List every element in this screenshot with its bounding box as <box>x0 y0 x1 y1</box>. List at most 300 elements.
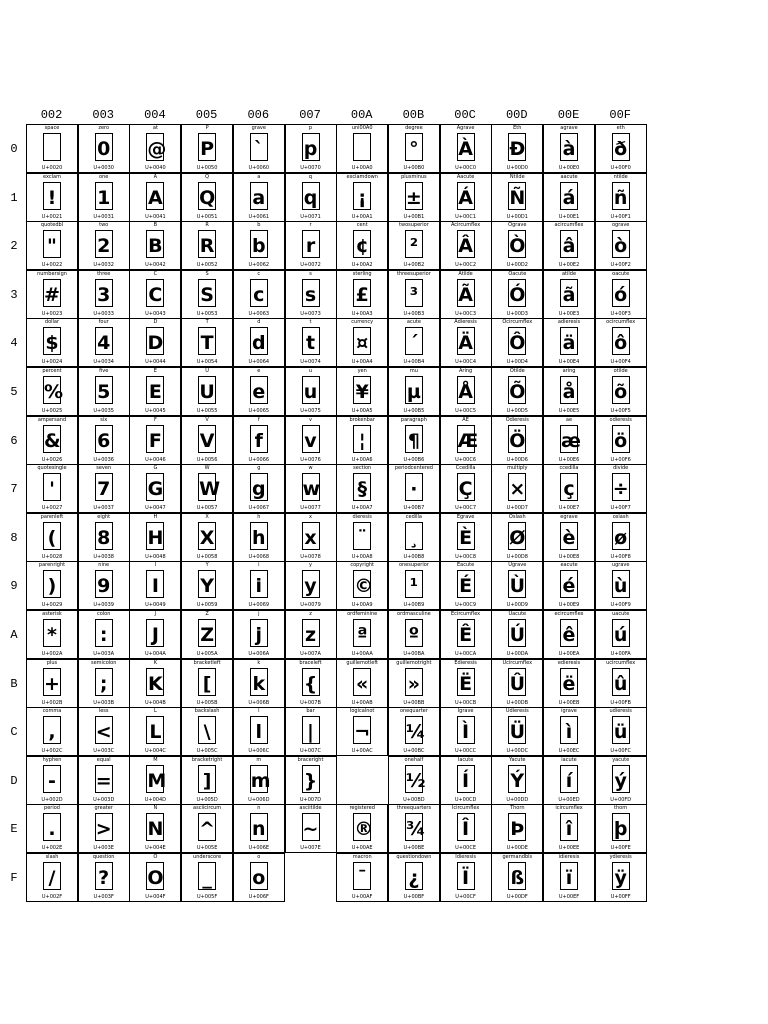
glyph-cell <box>336 173 388 222</box>
glyph-character: ¾ <box>405 818 426 841</box>
glyph-codepoint: U+0067 <box>248 505 270 512</box>
glyph-codepoint: U+0043 <box>145 310 166 317</box>
glyph-box <box>95 716 113 744</box>
glyph-box <box>302 813 320 841</box>
glyph-cell <box>388 416 440 465</box>
glyph-cell <box>181 756 233 805</box>
glyph-codepoint: U+0070 <box>300 165 321 171</box>
glyph-box <box>353 473 371 501</box>
glyph-box <box>302 668 320 696</box>
glyph-cell <box>233 561 285 610</box>
glyph-box <box>302 619 320 647</box>
glyph-character: Ú <box>509 624 526 646</box>
glyph-box <box>95 668 113 696</box>
glyph-character: þ <box>613 818 628 841</box>
glyph-box <box>95 473 113 501</box>
glyph-cell <box>388 173 440 222</box>
glyph-codepoint: U+0068 <box>248 553 270 560</box>
glyph-cell <box>26 610 78 659</box>
glyph-name: three <box>97 270 111 277</box>
glyph-cell <box>440 124 492 173</box>
glyph-character: ù <box>613 575 628 598</box>
glyph-name: f <box>257 416 260 423</box>
glyph-character: ¦ <box>358 429 366 452</box>
glyph-box <box>457 813 475 841</box>
glyph-cell <box>543 513 595 562</box>
glyph-name: Z <box>205 611 209 617</box>
glyph-codepoint: U+0048 <box>145 553 166 560</box>
glyph-cell <box>233 270 285 319</box>
glyph-cell <box>285 367 337 416</box>
glyph-box <box>302 230 320 258</box>
glyph-box <box>508 376 526 404</box>
glyph-name: oslash <box>612 513 629 520</box>
glyph-name: g <box>257 465 261 472</box>
glyph-box <box>43 522 61 550</box>
glyph-cell <box>440 561 492 610</box>
glyph-box <box>560 473 578 501</box>
glyph-box <box>560 376 578 404</box>
glyph-cell <box>129 464 181 513</box>
glyph-cell <box>78 173 130 222</box>
glyph-box <box>457 522 475 550</box>
glyph-box <box>612 570 630 598</box>
glyph-cell <box>440 416 492 465</box>
glyph-character: l <box>255 721 263 744</box>
glyph-codepoint: U+0020 <box>41 165 63 171</box>
glyph-box <box>95 813 113 841</box>
glyph-cell <box>233 124 285 173</box>
glyph-cell <box>440 513 492 562</box>
glyph-box <box>353 570 374 598</box>
glyph-character: Õ <box>509 381 526 403</box>
glyph-cell <box>491 270 543 319</box>
glyph-box <box>457 570 475 598</box>
glyph-name: ntilde <box>613 173 628 180</box>
glyph-character: Ã <box>458 283 473 306</box>
glyph-box <box>457 230 475 258</box>
glyph-name: colon <box>96 611 111 617</box>
glyph-cell <box>26 221 78 270</box>
glyph-name: divide <box>613 465 629 472</box>
glyph-cell <box>336 416 388 465</box>
glyph-cell <box>543 707 595 756</box>
glyph-cell <box>78 659 130 708</box>
glyph-name: ccedilla <box>559 465 579 472</box>
glyph-box <box>405 425 423 453</box>
glyph-name: Q <box>205 173 210 180</box>
glyph-codepoint: U+005E <box>196 845 218 852</box>
glyph-codepoint: U+0053 <box>196 310 218 317</box>
glyph-cell <box>233 659 285 708</box>
glyph-cell <box>491 464 543 513</box>
glyph-codepoint: U+00F5 <box>610 408 631 414</box>
glyph-codepoint: U+00F4 <box>610 359 631 366</box>
glyph-codepoint: U+00CE <box>455 845 477 852</box>
glyph-codepoint: U+006B <box>248 699 270 706</box>
column-header: 00D <box>505 108 528 122</box>
glyph-box <box>405 133 423 161</box>
glyph-box <box>405 327 423 355</box>
glyph-codepoint: U+00CF <box>455 894 476 900</box>
glyph-box <box>457 473 475 501</box>
glyph-name: Adieresis <box>454 319 477 326</box>
glyph-cell <box>233 513 285 562</box>
glyph-name: exclam <box>43 173 61 180</box>
glyph-box <box>146 182 164 210</box>
glyph-name: y <box>309 562 312 569</box>
glyph-name: twosuperior <box>399 222 429 229</box>
glyph-character: | <box>307 721 314 744</box>
glyph-cell <box>388 659 440 708</box>
glyph-name: egrave <box>560 513 578 520</box>
glyph-name: e <box>257 368 261 374</box>
glyph-codepoint: U+007E <box>300 845 321 852</box>
glyph-name: H <box>153 513 158 520</box>
glyph-name: iacute <box>561 756 577 763</box>
glyph-character: ¡ <box>357 186 367 209</box>
glyph-cell <box>285 318 337 367</box>
glyph-box <box>560 425 581 453</box>
glyph-codepoint: U+00E3 <box>558 310 580 317</box>
glyph-character: Ê <box>459 624 473 646</box>
glyph-codepoint: U+00E6 <box>558 456 580 463</box>
glyph-character: ã <box>562 283 576 306</box>
glyph-cell <box>26 464 78 513</box>
glyph-name: plus <box>46 659 58 666</box>
glyph-codepoint: U+00C9 <box>455 602 477 609</box>
glyph-name: U <box>205 368 209 374</box>
glyph-character: ¸ <box>409 526 419 549</box>
glyph-box <box>146 376 164 404</box>
glyph-codepoint: U+00EE <box>558 845 580 852</box>
glyph-box <box>43 668 61 696</box>
glyph-codepoint: U+0028 <box>41 553 63 560</box>
glyph-box <box>198 716 216 744</box>
glyph-cell <box>181 318 233 367</box>
glyph-codepoint: U+0061 <box>248 213 270 220</box>
row-header: 5 <box>10 385 18 399</box>
glyph-box <box>353 716 371 744</box>
glyph-codepoint: U+00A6 <box>351 456 373 463</box>
row-header: C <box>10 725 18 740</box>
glyph-box <box>146 619 164 647</box>
glyph-character: \ <box>203 721 211 744</box>
glyph-name: six <box>100 416 108 423</box>
glyph-codepoint: U+00BD <box>403 796 425 803</box>
glyph-character: ¨ <box>357 526 367 549</box>
glyph-character: L <box>149 721 162 744</box>
glyph-cell <box>129 804 181 853</box>
glyph-cell <box>440 367 492 416</box>
glyph-cell <box>336 367 388 416</box>
glyph-character: » <box>407 672 421 695</box>
glyph-cell <box>440 221 492 270</box>
row-header: B <box>10 676 18 691</box>
glyph-character: Ó <box>509 283 526 306</box>
glyph-box <box>560 522 578 550</box>
glyph-box <box>302 133 320 161</box>
glyph-codepoint: U+0036 <box>93 456 114 463</box>
glyph-cell <box>26 318 78 367</box>
glyph-codepoint: U+0037 <box>93 505 114 512</box>
glyph-character: 1 <box>97 186 111 209</box>
glyph-name: zero <box>98 125 110 131</box>
glyph-codepoint: U+00F8 <box>610 553 631 560</box>
glyph-cell <box>388 513 440 562</box>
glyph-name: G <box>153 465 158 472</box>
glyph-name: M <box>153 756 158 763</box>
glyph-cell <box>285 707 337 756</box>
glyph-character: á <box>562 186 576 209</box>
glyph-box <box>302 570 320 598</box>
glyph-name: multiply <box>507 465 528 472</box>
glyph-codepoint: U+00A8 <box>351 553 373 560</box>
glyph-codepoint: U+00BF <box>403 894 425 900</box>
glyph-codepoint: U+006F <box>248 894 269 900</box>
glyph-cell <box>543 124 595 173</box>
glyph-codepoint: U+0030 <box>93 165 114 171</box>
glyph-name: section <box>353 465 372 472</box>
glyph-character: C <box>148 283 163 306</box>
glyph-codepoint: U+00A9 <box>351 602 373 609</box>
glyph-name: r <box>309 222 312 229</box>
glyph-box <box>198 279 216 307</box>
glyph-codepoint: U+00B5 <box>403 408 425 414</box>
glyph-codepoint: U+00C0 <box>455 165 477 171</box>
glyph-box <box>198 327 216 355</box>
glyph-box <box>198 376 216 404</box>
glyph-box <box>95 133 113 161</box>
glyph-cell <box>336 804 388 853</box>
glyph-character: M <box>147 769 167 792</box>
glyph-name: Icircumflex <box>451 805 480 812</box>
glyph-character: u <box>303 381 318 403</box>
glyph-codepoint: U+0078 <box>300 553 321 560</box>
glyph-cell <box>543 561 595 610</box>
column-header: 00A <box>350 108 373 122</box>
glyph-character: ¢ <box>355 235 369 258</box>
glyph-character: È <box>459 526 473 549</box>
glyph-cell <box>440 756 492 805</box>
glyph-box <box>353 862 371 890</box>
glyph-name: acircumflex <box>554 222 584 229</box>
glyph-character: # <box>44 283 60 306</box>
glyph-name: braceleft <box>299 659 322 666</box>
glyph-box <box>560 230 578 258</box>
glyph-cell <box>26 416 78 465</box>
glyph-codepoint: U+0023 <box>41 310 63 317</box>
glyph-box <box>198 133 216 161</box>
glyph-box <box>95 570 113 598</box>
glyph-box <box>457 668 475 696</box>
glyph-box <box>250 813 268 841</box>
glyph-cell <box>233 416 285 465</box>
glyph-character: ` <box>254 138 264 160</box>
glyph-name: oacute <box>612 270 630 277</box>
glyph-codepoint: U+003F <box>93 894 114 900</box>
glyph-box <box>198 182 216 210</box>
glyph-cell <box>491 561 543 610</box>
glyph-name: thorn <box>614 805 628 812</box>
glyph-cell <box>595 318 647 367</box>
glyph-name: ae <box>565 416 573 423</box>
glyph-name: macron <box>352 854 372 860</box>
glyph-name: Atilde <box>458 270 473 277</box>
glyph-codepoint: U+0042 <box>145 262 166 269</box>
glyph-codepoint: U+00C7 <box>455 505 477 512</box>
glyph-codepoint: U+00D4 <box>506 359 528 366</box>
row-header: 6 <box>10 433 18 448</box>
glyph-codepoint: U+00FC <box>610 748 631 755</box>
glyph-cell <box>543 416 595 465</box>
glyph-character: P <box>200 138 215 160</box>
glyph-box <box>198 862 216 890</box>
glyph-cell <box>595 173 647 222</box>
glyph-character: B <box>148 235 163 258</box>
glyph-cell <box>491 707 543 756</box>
glyph-name: logicalnot <box>349 708 375 715</box>
glyph-cell <box>285 561 337 610</box>
glyph-box <box>250 279 268 307</box>
glyph-character: æ <box>561 429 581 452</box>
glyph-codepoint: U+0041 <box>145 213 166 220</box>
glyph-character: º <box>408 624 420 646</box>
glyph-cell <box>595 270 647 319</box>
glyph-box <box>95 279 113 307</box>
glyph-name: ecircumflex <box>554 611 584 617</box>
glyph-name: Eacute <box>457 562 475 569</box>
glyph-character: Å <box>458 381 473 403</box>
glyph-name: ograve <box>611 222 630 229</box>
glyph-name: bracketleft <box>193 659 221 666</box>
glyph-character: ] <box>202 769 212 792</box>
glyph-character: Ü <box>509 721 526 744</box>
glyph-cell <box>78 270 130 319</box>
glyph-box <box>457 182 475 210</box>
glyph-name: acute <box>406 319 421 326</box>
glyph-name: slash <box>45 854 59 860</box>
glyph-character: H <box>147 526 164 549</box>
row-header: E <box>10 822 18 837</box>
glyph-box <box>250 716 268 744</box>
glyph-cell <box>543 610 595 659</box>
glyph-character: ê <box>562 624 576 646</box>
glyph-name: Igrave <box>457 708 474 715</box>
glyph-cell <box>388 221 440 270</box>
glyph-box <box>95 619 113 647</box>
glyph-codepoint: U+00F2 <box>610 262 631 269</box>
glyph-cell <box>129 853 181 902</box>
glyph-codepoint: U+00DC <box>506 748 529 755</box>
glyph-box <box>612 230 630 258</box>
glyph-name: questiondown <box>396 854 432 860</box>
glyph-cell <box>388 124 440 173</box>
glyph-character: ä <box>562 332 576 355</box>
glyph-character: Ë <box>459 672 473 695</box>
glyph-name: bracketright <box>191 756 223 763</box>
glyph-box <box>560 279 578 307</box>
glyph-cell <box>491 367 543 416</box>
glyph-codepoint: U+0074 <box>300 359 321 366</box>
glyph-codepoint: U+006A <box>248 651 270 657</box>
glyph-codepoint: U+00E8 <box>558 553 580 560</box>
glyph-character: ò <box>614 235 628 258</box>
glyph-character: Ò <box>509 235 526 258</box>
glyph-codepoint: U+0022 <box>41 262 63 269</box>
glyph-codepoint: U+00D3 <box>506 310 528 317</box>
glyph-cell <box>233 610 285 659</box>
row-header: 4 <box>10 336 18 351</box>
glyph-codepoint: U+00FF <box>610 894 631 900</box>
glyph-character: o <box>252 867 266 889</box>
glyph-character: í <box>565 769 573 792</box>
glyph-cell <box>491 659 543 708</box>
glyph-box <box>43 182 61 210</box>
glyph-codepoint: U+0024 <box>41 359 63 366</box>
glyph-box <box>457 765 475 793</box>
glyph-name: brokenbar <box>349 416 375 423</box>
glyph-codepoint: U+0027 <box>41 505 63 512</box>
glyph-cell <box>233 853 285 902</box>
glyph-name: Aring <box>458 368 473 374</box>
glyph-cell <box>388 464 440 513</box>
glyph-box <box>457 376 475 404</box>
glyph-box <box>405 182 423 210</box>
glyph-codepoint: U+00C6 <box>455 456 477 463</box>
glyph-character: X <box>199 526 215 549</box>
glyph-cell <box>26 173 78 222</box>
glyph-name: eight <box>97 513 111 520</box>
glyph-box <box>560 765 578 793</box>
glyph-cell <box>543 804 595 853</box>
glyph-box <box>405 813 426 841</box>
glyph-box <box>612 862 630 890</box>
glyph-name: numbersign <box>37 270 67 277</box>
glyph-cell <box>595 853 647 902</box>
glyph-cell <box>543 756 595 805</box>
glyph-character: y <box>304 575 317 598</box>
glyph-character: Ý <box>510 769 525 792</box>
glyph-character: Z <box>200 624 214 646</box>
glyph-character: ¼ <box>405 721 426 744</box>
glyph-codepoint: U+0075 <box>300 408 321 414</box>
glyph-name: icircumflex <box>555 805 583 812</box>
glyph-codepoint: U+00DB <box>506 699 529 706</box>
glyph-box <box>43 279 61 307</box>
glyph-box <box>457 425 479 453</box>
glyph-character: I <box>151 575 159 598</box>
glyph-codepoint: U+0066 <box>248 456 270 463</box>
glyph-name: less <box>98 708 109 715</box>
glyph-box <box>146 570 164 598</box>
glyph-cell <box>26 853 78 902</box>
glyph-cell <box>181 513 233 562</box>
glyph-codepoint: U+0026 <box>41 456 63 463</box>
glyph-cell <box>78 513 130 562</box>
glyph-character: ¤ <box>356 332 369 355</box>
glyph-codepoint: U+003D <box>93 796 115 803</box>
glyph-cell <box>336 464 388 513</box>
glyph-cell <box>181 707 233 756</box>
glyph-character: K <box>148 672 163 695</box>
glyph-cell <box>181 561 233 610</box>
glyph-cell <box>491 124 543 173</box>
glyph-name: bar <box>306 708 315 715</box>
glyph-name: Thorn <box>510 805 525 812</box>
glyph-box <box>353 279 371 307</box>
glyph-name: aring <box>562 368 576 374</box>
